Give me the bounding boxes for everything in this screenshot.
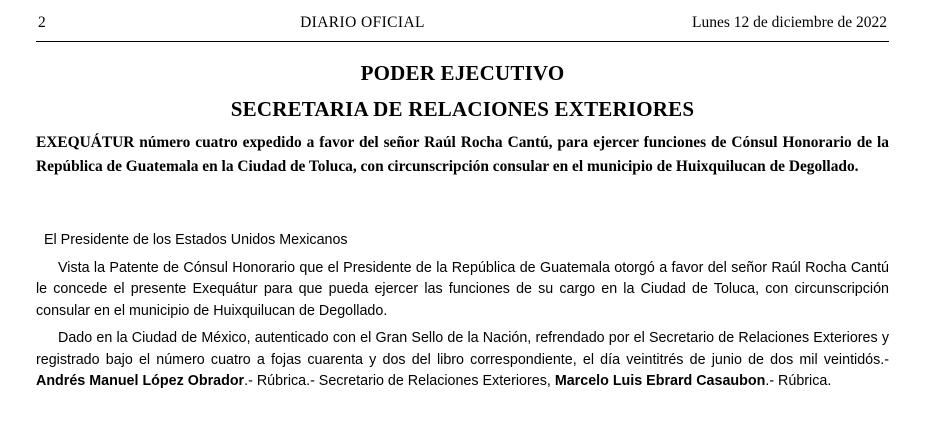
body-paragraph-2: Vista la Patente de Cónsul Honorario que el Presidente de la República de Guatemala otorgó a favor del señor Raúl Rocha Cantú le concede el presente Exequátur para que pueda ejercer las funciones de su cargo en la Ciudad de Toluca, con circunscripción consular en el municipio de Huixquilucan de Degollado. xyxy=(36,259,889,319)
section-title-primary: PODER EJECUTIVO xyxy=(360,61,565,85)
body-paragraph-3-part2: .- Rúbrica.- Secretario de Relaciones Exteriores, xyxy=(244,373,555,389)
body-paragraph-1 xyxy=(36,230,889,252)
page-number: 2 xyxy=(38,14,46,31)
summary-text: número cuatro expedido a favor del señor Raúl Rocha Cantú, para ejercer funciones de Cónsul Honorario de la República de Guatemala en la Ciudad de Toluca, con circunscripción consular en el municipio de Huixquilucan de Degollado. xyxy=(36,134,889,175)
section-title-secondary: SECRETARIA DE RELACIONES EXTERIORES xyxy=(230,97,695,121)
header-divider xyxy=(36,41,889,42)
heading-block xyxy=(0,60,925,123)
body-paragraph-3-part3: .- Rúbrica. xyxy=(765,373,832,389)
document-summary xyxy=(36,131,889,179)
summary-lead: EXEQUÁTUR xyxy=(36,134,135,151)
body-paragraph-3 xyxy=(36,328,889,393)
publication-title: DIARIO OFICIAL xyxy=(300,14,425,31)
document-body xyxy=(36,230,889,393)
body-paragraph-1-text: El Presidente de los Estados Unidos Mexicanos xyxy=(44,232,348,248)
publication-date: Lunes 12 de diciembre de 2022 xyxy=(692,14,887,31)
body-paragraph-3-part1: Dado en la Ciudad de México, autenticado con el Gran Sello de la Nación, refrendado por el Secretario de Relaciones Exteriores y registrado bajo el número cuatro a fojas cuarenta y dos del libro correspondiente, el día veintitrés de junio de dos mil veintidós.- xyxy=(36,330,889,368)
signatory-president: Andrés Manuel López Obrador xyxy=(36,373,245,389)
signatory-secretary: Marcelo Luis Ebrard Casaubon xyxy=(554,373,766,389)
running-head xyxy=(0,14,925,40)
